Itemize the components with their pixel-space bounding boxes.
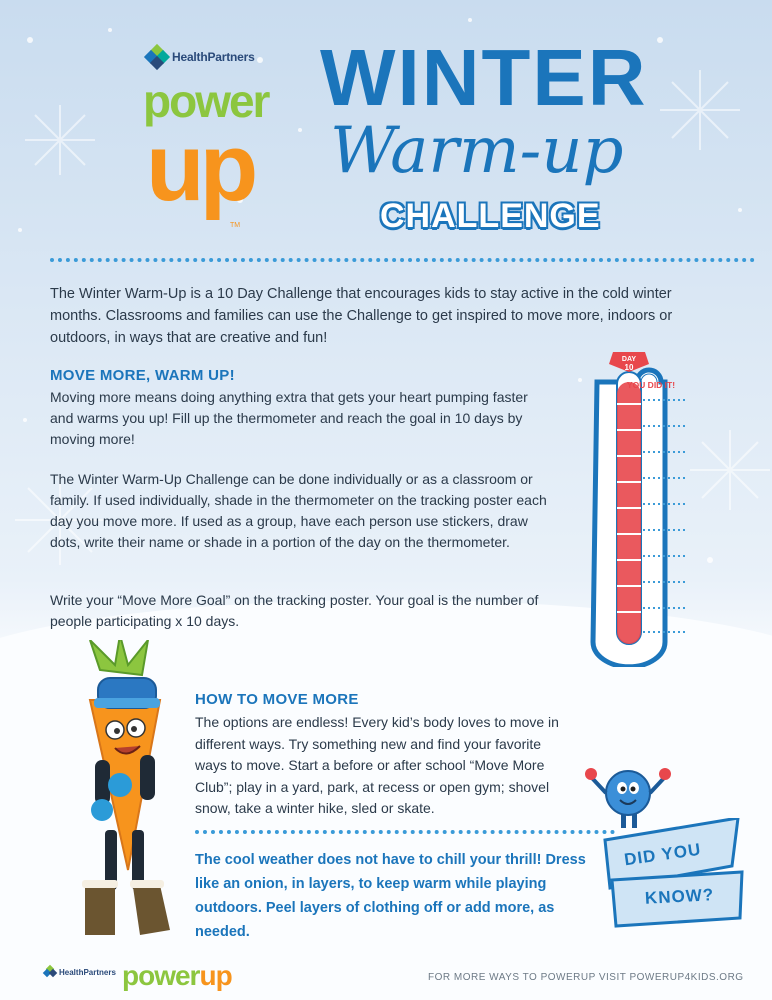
healthpartners-mark-icon [44, 966, 56, 978]
up-logo-word: up [146, 114, 254, 221]
healthpartners-name: HealthPartners [172, 50, 255, 64]
dotted-divider-top [50, 258, 755, 262]
footer-up-word: up [199, 960, 232, 991]
healthpartners-logo [146, 46, 255, 68]
trademark-mark: TM [230, 222, 241, 229]
title-winter: WINTER [320, 33, 648, 122]
day-number: 10 [624, 363, 634, 372]
thermometer-fill [617, 382, 641, 644]
snowflake-icon [660, 70, 740, 150]
title-challenge: CHALLENGE [380, 197, 601, 235]
thermometer [585, 342, 725, 667]
how-to-move-paragraph: The options are endless! Every kid’s body loves to move in different ways. Try something new and find your favorite ways to move. Start a before or after school “Move More Club”; play in a yard, park, at recess or open gym; shovel snow, take a winter hike, sled or skate. [195, 714, 559, 816]
footer-powerup-logo [122, 960, 232, 992]
you-did-it-banner: YOU DID IT! [626, 380, 676, 390]
move-more-paragraph-1: Moving more means doing anything extra that gets your heart pumping faster and warms you up! Fill up the thermometer and reach the goal in 10 days by moving more! [50, 389, 528, 447]
know-label: KNOW? [644, 885, 715, 908]
did-you-label: DID YOU [622, 839, 703, 870]
healthpartners-mark-icon [146, 46, 168, 68]
move-more-heading: MOVE MORE, WARM UP! [50, 367, 235, 384]
intro-paragraph: The Winter Warm-Up is a 10 Day Challenge that encourages kids to stay active in the cold winter months. Classrooms and families can use the Challenge to get inspired to move more, indoors or outdoors, in ways that are creative and fun! [50, 286, 673, 346]
title-warm-up: Warm-up [330, 114, 624, 188]
snowflake-icon [25, 105, 95, 175]
move-more-paragraph-3: Write your “Move More Goal” on the tracking poster. Your goal is the number of people participating x 10 days. [50, 592, 539, 629]
dotted-divider-middle [195, 830, 615, 834]
did-you-know-text: The cool weather does not have to chill your thrill! Dress like an onion, in layers, to keep warm while playing outdoors. Peel layers of clothing off or add more, as needed. [195, 852, 586, 940]
did-you-know-banner [600, 818, 750, 930]
footer-power-word: power [122, 960, 200, 991]
power-logo-word: power [143, 75, 269, 127]
how-to-move-heading: HOW TO MOVE MORE [195, 691, 359, 708]
move-more-paragraph-2: The Winter Warm-Up Challenge can be done individually or as a classroom or family. If used individually, shade in the thermometer on the tracking poster each day you move more. If used as a group, have each person use stickers, draw dots, write their name or shade in a portion of the day on the thermometer. [50, 471, 547, 550]
footer-healthpartners-name: HealthPartners [59, 967, 116, 977]
footer-website-text: FOR MORE WAYS TO POWERUP VISIT POWERUP4KIDS.ORG [428, 972, 744, 983]
footer-healthpartners-logo [44, 966, 116, 978]
carrot-mascot-icon [60, 640, 195, 940]
day-label: DAY [621, 356, 637, 363]
